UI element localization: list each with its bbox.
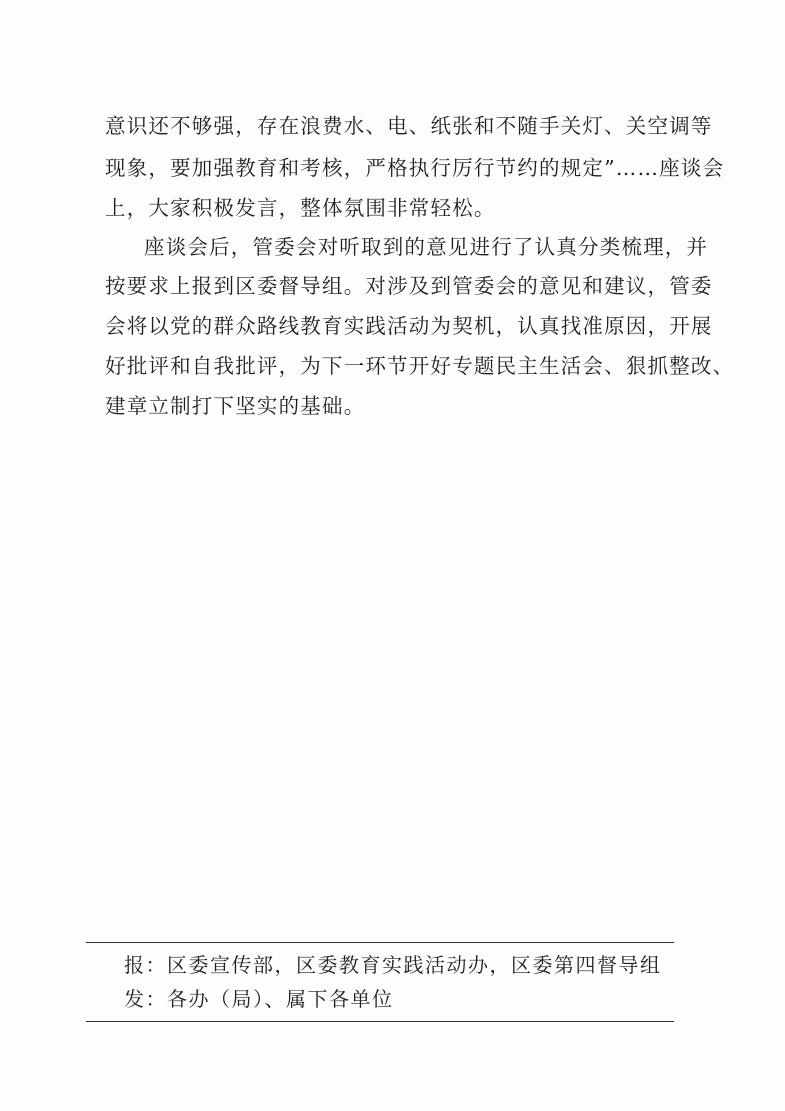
body-line-6: 会将以党的群众路线教育实践活动为契机，认真找准原因，开展 [105,314,713,338]
body-line-7: 好批评和自我批评，为下一环节开好专题民主生活会、狠抓整改、 [105,354,735,378]
body-paragraph-2-line-1: 座谈会后，管委会对听取到的意见进行了认真分类梳理，并 [144,235,709,259]
body-line-3: 上，大家积极发言，整体氛围非常轻松。 [105,196,496,220]
body-line-2: 现象，要加强教育和考核，严格执行厉行节约的规定”……座谈会 [105,156,725,180]
body-line-8: 建章立制打下坚实的基础。 [105,394,366,418]
footer-top-rule [86,942,674,943]
footer-bottom-rule [86,1021,674,1022]
footer-report-line: 报：区委宣传部，区委教育实践活动办，区委第四督导组 [124,953,662,977]
footer-distribute-line: 发：各办（局）、属下各单位 [124,987,394,1011]
body-line-5: 按要求上报到区委督导组。对涉及到管委会的意见和建议，管委 [105,274,713,298]
body-line-1: 意识还不够强，存在浪费水、电、纸张和不随手关灯、关空调等 [105,114,713,138]
